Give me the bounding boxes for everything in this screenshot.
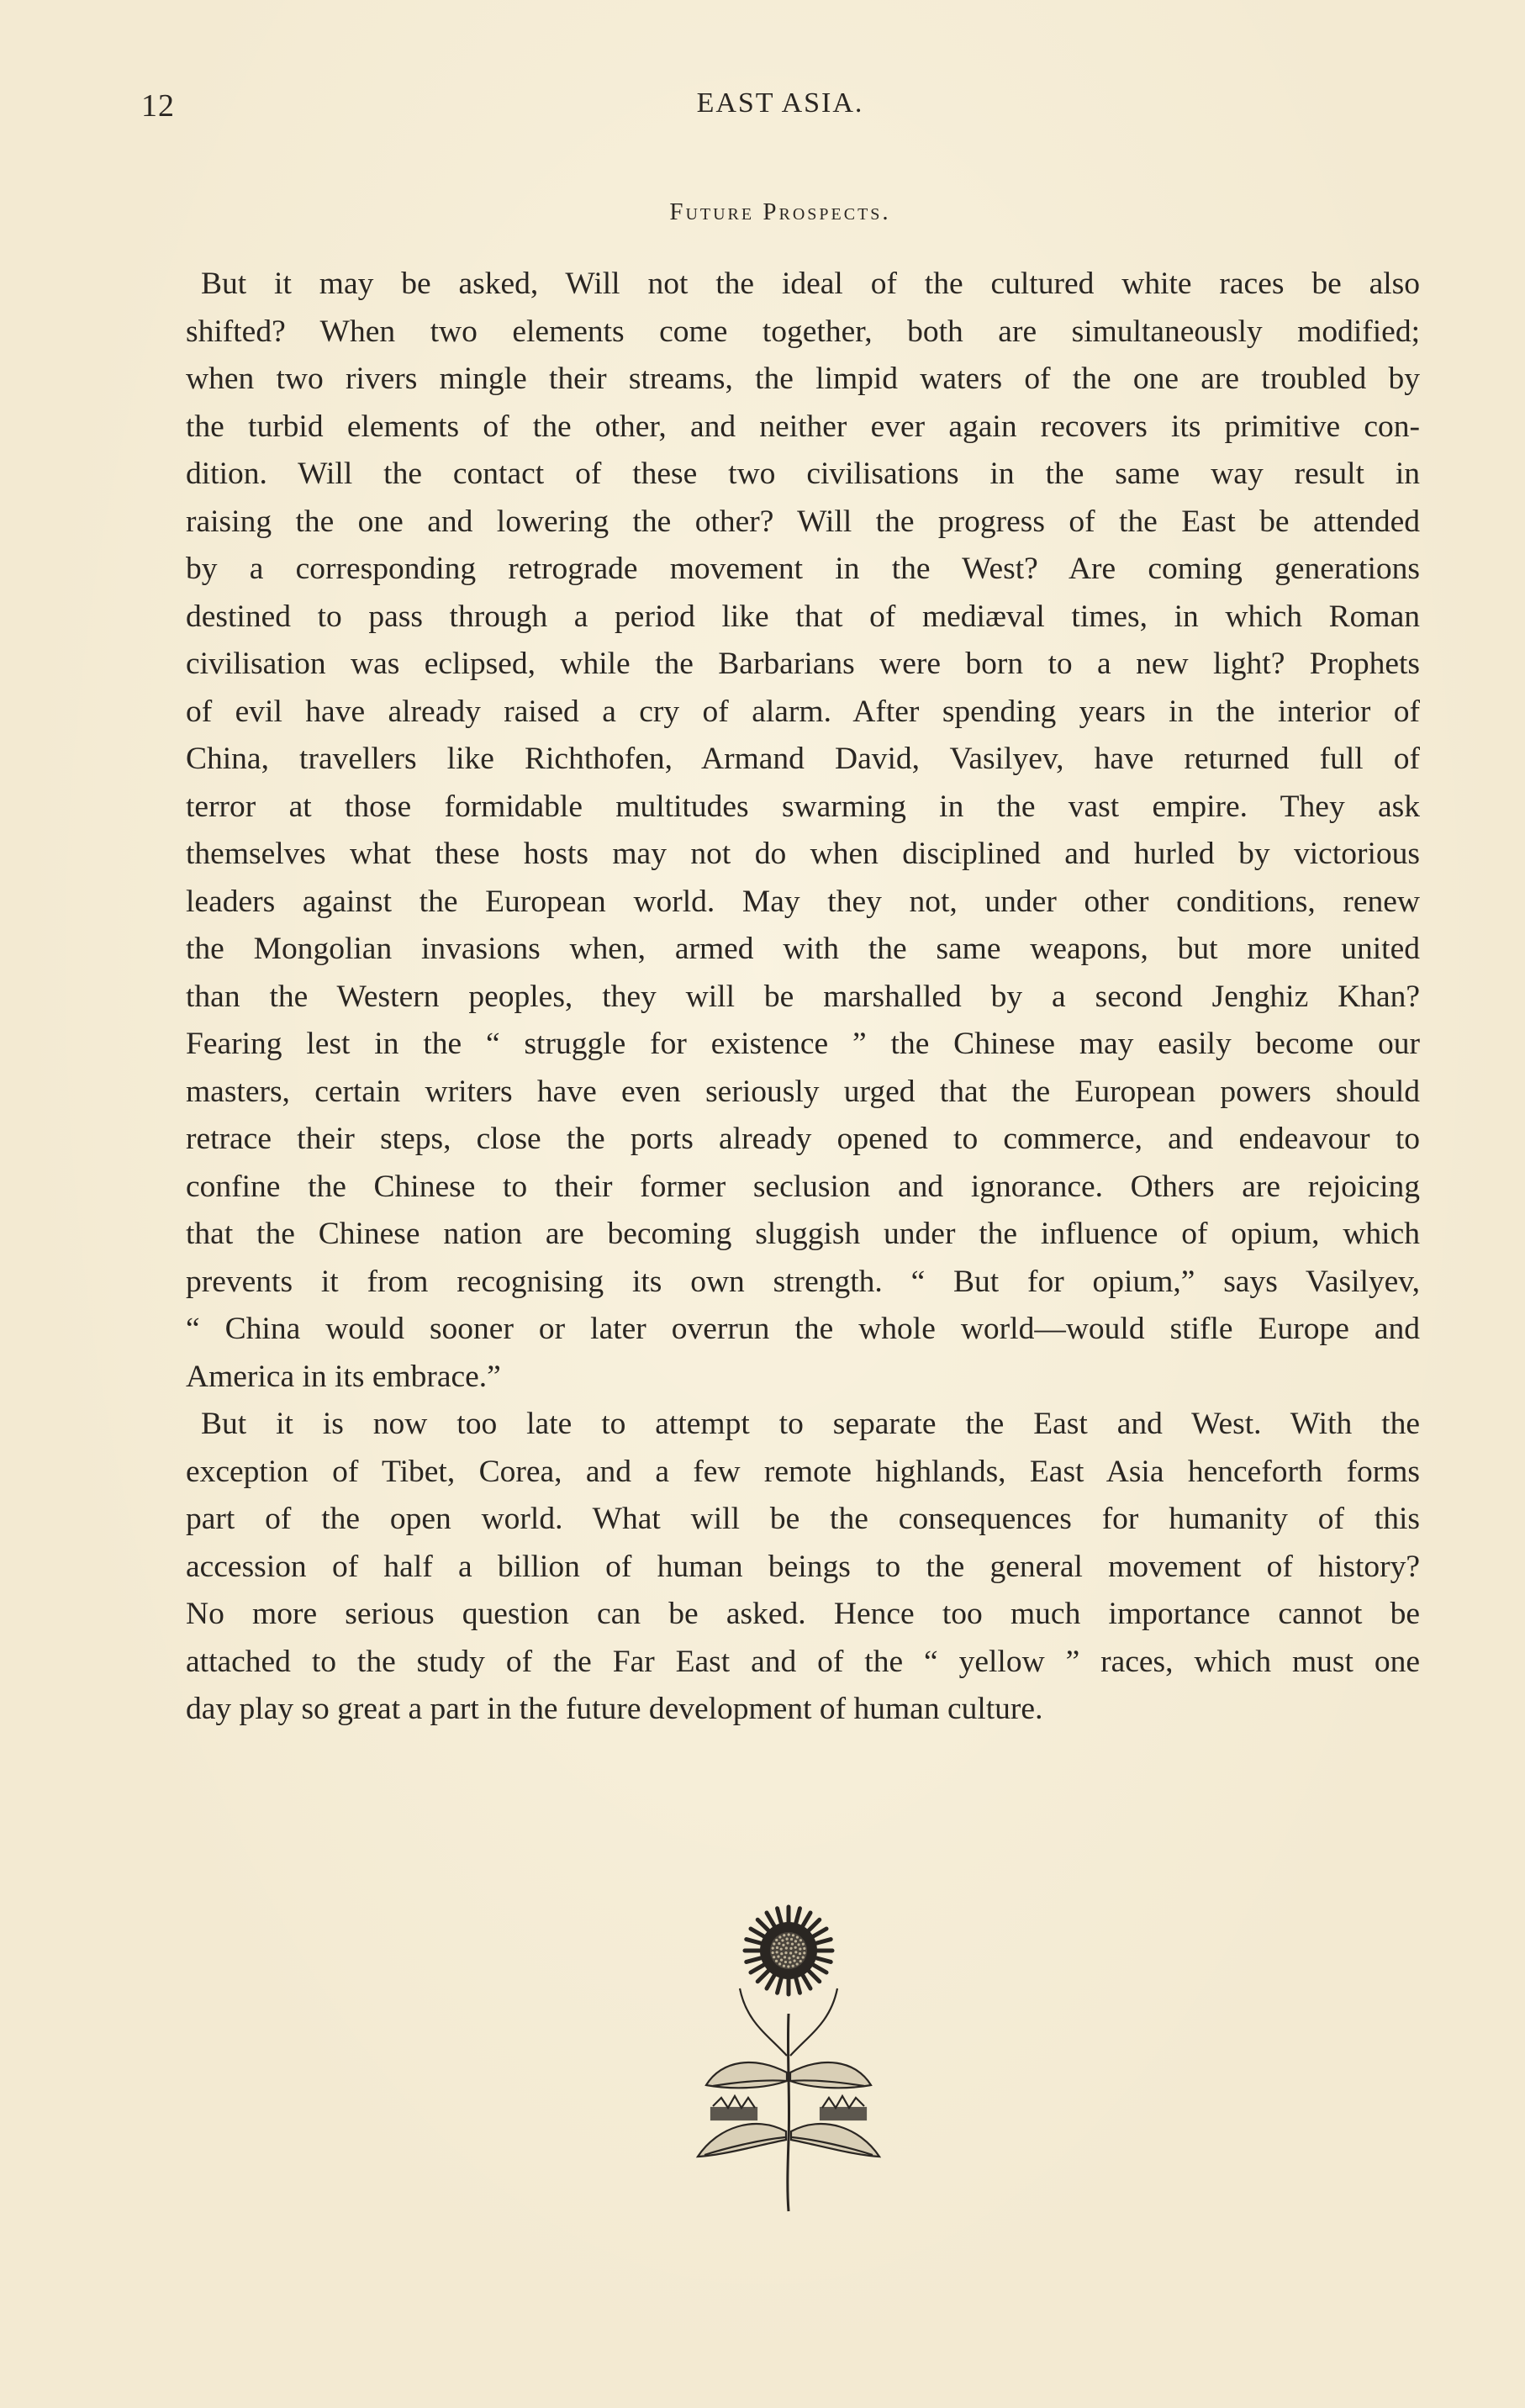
text-line: raising the one and lowering the other? Will the progress of the East be attended: [186, 504, 1420, 539]
text-line: Fearing lest in the “ struggle for existence ” the Chinese may easily become our: [186, 1027, 1420, 1061]
text-line: than the Western peoples, they will be marshalled by a second Jenghiz Khan?: [186, 979, 1420, 1014]
text-line: day play so great a part in the future development of human culture.: [186, 1692, 1043, 1726]
text-line: leaders against the European world. May they not, under other conditions, renew: [186, 884, 1420, 919]
text-line: China, travellers like Richthofen, Armand David, Vasilyev, have returned full of: [186, 742, 1420, 776]
paragraph: [186, 1401, 1420, 1734]
text-line: No more serious question can be asked. Hence too much importance cannot be: [186, 1597, 1420, 1631]
text-line: the turbid elements of the other, and neither ever again recovers its primitive con-: [186, 409, 1420, 444]
text-line: that the Chinese nation are becoming sluggish under the influence of opium, which: [186, 1217, 1420, 1251]
running-title: EAST ASIA.: [696, 87, 864, 119]
body-text: [186, 261, 1420, 1734]
running-head: [141, 87, 1419, 129]
text-line: terror at those formidable multitudes swarming in the vast empire. They ask: [186, 789, 1420, 824]
text-line: part of the open world. What will be the consequences for humanity of this: [186, 1502, 1420, 1536]
text-line: themselves what these hosts may not do when disciplined and hurled by victorious: [186, 837, 1420, 871]
text-line: America in its embrace.”: [186, 1359, 501, 1394]
text-line: shifted? When two elements come together, both are simultaneously modified;: [186, 314, 1420, 349]
text-line: But it may be asked, Will not the ideal of the cultured white races be also: [201, 267, 1420, 301]
text-line: “ China would sooner or later overrun the whole world—would stifle Europe and: [186, 1312, 1420, 1346]
text-line: exception of Tibet, Corea, and a few remote highlands, East Asia henceforth forms: [186, 1454, 1420, 1489]
sunflower-ornament-icon: [688, 1888, 889, 2215]
text-line: attached to the study of the Far East and of the “ yellow ” races, which must one: [186, 1644, 1420, 1679]
text-line: But it is now too late to attempt to separate the East and West. With the: [201, 1407, 1420, 1441]
text-line: when two rivers mingle their streams, the limpid waters of the one are troubled by: [186, 362, 1420, 396]
paragraph: [186, 261, 1420, 1401]
text-line: of evil have already raised a cry of alarm. After spending years in the interior of: [186, 694, 1420, 729]
text-line: accession of half a billion of human beings to the general movement of history?: [186, 1549, 1420, 1584]
text-line: retrace their steps, close the ports already opened to commerce, and endeavour to: [186, 1122, 1420, 1156]
text-line: confine the Chinese to their former seclusion and ignorance. Others are rejoicing: [186, 1169, 1420, 1204]
text-line: by a corresponding retrograde movement in the West? Are coming generations: [186, 552, 1420, 586]
text-line: civilisation was eclipsed, while the Barbarians were born to a new light? Prophets: [186, 647, 1420, 681]
page-number: 12: [141, 88, 175, 124]
text-line: dition. Will the contact of these two civilisations in the same way result in: [186, 457, 1420, 491]
text-line: masters, certain writers have even seriously urged that the European powers should: [186, 1074, 1420, 1109]
section-heading: Future Prospects.: [669, 198, 891, 225]
text-line: the Mongolian invasions when, armed with the same weapons, but more united: [186, 932, 1420, 966]
text-line: prevents it from recognising its own strength. “ But for opium,” says Vasilyev,: [186, 1264, 1420, 1299]
text-line: destined to pass through a period like that of mediæval times, in which Roman: [186, 599, 1420, 634]
